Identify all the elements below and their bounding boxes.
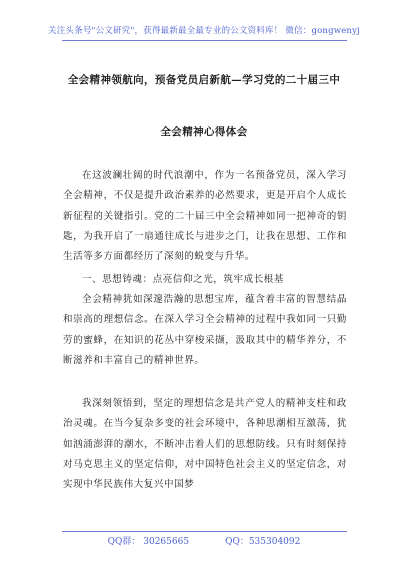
body-paragraph-3: 我深刻领悟到，坚定的理想信念是共产党人的精神支柱和政治灵魂。在当今复杂多变的社会环境中，各种思潮相互激荡，犹如汹涌澎湃的潮水，不断冲击着人们的思想防线。只有时刻保持对马克思主义的坚定信仰，对中国特色社会主义的坚定信念，对实现中华民族伟大复兴中国梦 bbox=[63, 398, 347, 491]
footer-contact-note: QQ群： 30265665 QQ：535304092 bbox=[107, 537, 301, 547]
body-paragraph-2: 全会精神犹如深邃浩瀚的思想宝库，蕴含着丰富的智慧结晶和崇高的理想信念。在深入学习全会精神的过程中我如同一只勤劳的蜜蜂，在知识的花丛中穿梭采撷，汲取其中的精华养分，不断滋养和丰富自己的精神世界。 bbox=[63, 294, 347, 366]
header-divider bbox=[62, 40, 347, 41]
header-promo-note: 关注头条号"公文研究"，获得最新最全最专业的公文资料库！ 微信：gongwenyj bbox=[48, 26, 360, 36]
footer-divider bbox=[62, 531, 347, 532]
document-title-line-2: 全会精神心得体会 bbox=[160, 126, 248, 138]
document-title-line-1: 全会精神领航向，预备党员启新航—学习党的二十届三中 bbox=[67, 74, 341, 86]
body-paragraph-intro: 在这波澜壮阔的时代浪潮中，作为一名预备党员，深入学习全会精神，不仅是提升政治素养的必然要求，更是开启个人成长新征程的关键指引。党的二十届三中全会精神如同一把神奇的钥匙，为我开启了一扇通往成长与进步之门，让我在思想、工作和生活等多方面都经历了深刻的蜕变与升华。 bbox=[63, 170, 347, 263]
section-heading-1: 一、思想铸魂：点亮信仰之光，筑牢成长根基 bbox=[82, 274, 285, 285]
